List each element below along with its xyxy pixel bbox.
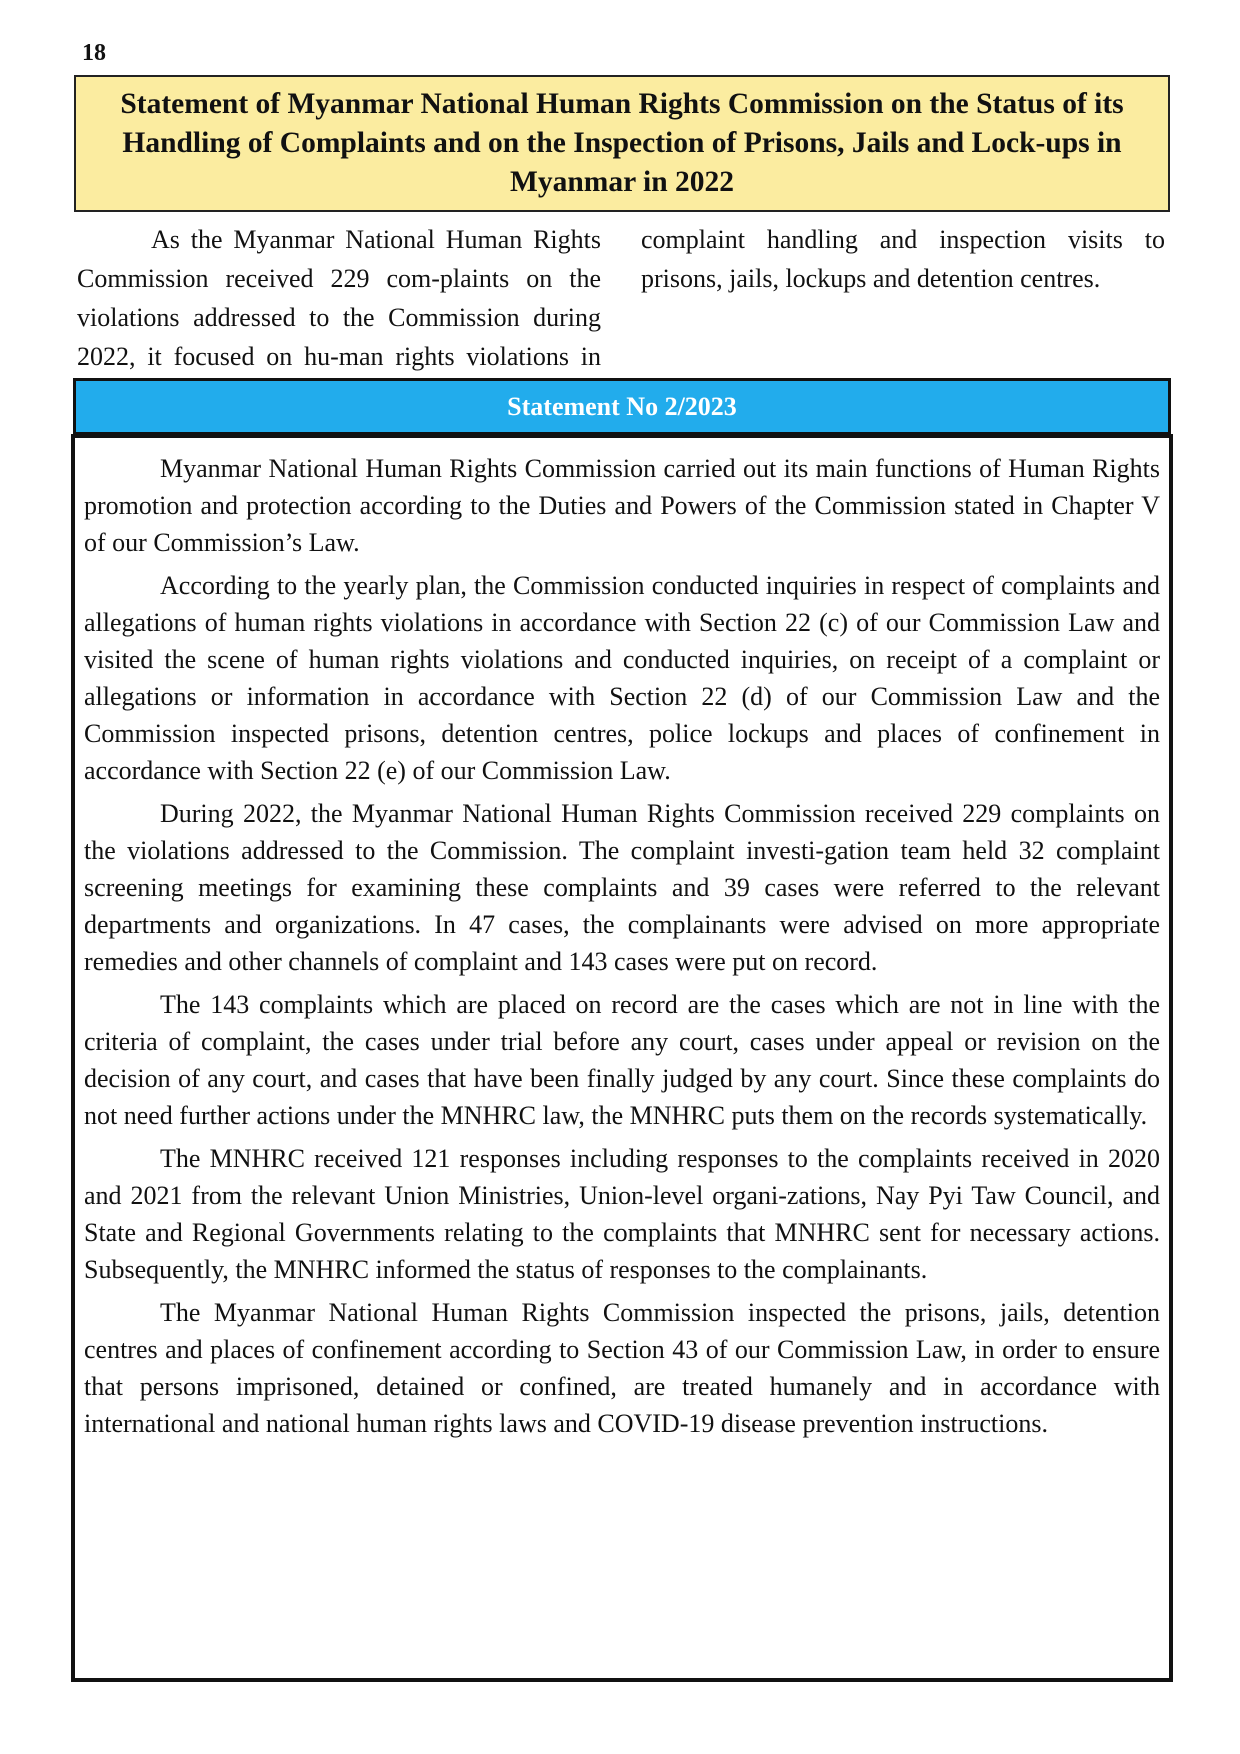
- page-title: Statement of Myanmar National Human Rights Commission on the Status of its Handling of Complaints and on the Inspection of Prisons, Jails and Lock-ups in Myanmar in 2022: [120, 88, 1124, 198]
- statement-paragraph-4: The 143 complaints which are placed on record are the cases which are not in line with the criteria of complaint, the cases under trial before any court, cases under appeal or revision on the decision of any court, and cases that have been finally judged by any court. Since these complaints do not need further actions under the MNHRC law, the MNHRC puts them on the records systematically.: [84, 990, 1160, 1130]
- statement-paragraph-5: The MNHRC received 121 responses including responses to the complaints received in 2020 and 2021 from the relevant Union Ministries, Union-level organi-zations, Nay Pyi Taw Council, and State and Regional Governments relating to the complaints that MNHRC sent for necessary actions. Subsequently, the MNHRC informed the status of responses to the complainants.: [84, 1144, 1160, 1284]
- title-box: [74, 75, 1170, 212]
- statement-heading: Statement No 2/2023: [73, 378, 1171, 435]
- statement-paragraph-2: According to the yearly plan, the Commission conducted inquiries in respect of complaints and allegations of human rights violations in accordance with Section 22 (c) of our Commission Law and visited the scene of human rights violations and conducted inquiries, on receipt of a complaint or allegations or information in accordance with Section 22 (d) of our Commission Law and the Commission inspected prisons, detention centres, police lockups and places of confinement in accordance with Section 22 (e) of our Commission Law.: [84, 571, 1160, 785]
- statement-paragraph-6: The Myanmar National Human Rights Commission inspected the prisons, jails, detention centres and places of confinement according to Section 43 of our Commission Law, in order to ensure that persons imprisoned, detained or confined, are treated humanely and in accordance with international and national human rights laws and COVID-19 disease prevention instructions.: [84, 1298, 1160, 1438]
- statement-body: [71, 434, 1173, 1682]
- intro-paragraph: As the Myanmar National Human Rights Commission received 229 com-plaints on the violations addressed to the Commission during 2022, it focused on hu-man rights violations in complaint handling and inspection visits to prisons, jails, lockups and detention centres.: [77, 225, 1165, 371]
- intro-text: [77, 220, 1165, 376]
- statement-paragraph-1: Myanmar National Human Rights Commission carried out its main functions of Human Rights promotion and protection according to the Duties and Powers of the Commission stated in Chapter V of our Commission’s Law.: [84, 454, 1160, 557]
- page-number: 18: [82, 40, 106, 66]
- statement-paragraph-3: During 2022, the Myanmar National Human Rights Commission received 229 complaints on the violations addressed to the Commission. The complaint investi-gation team held 32 complaint screening meetings for examining these complaints and 39 cases were referred to the relevant departments and organizations. In 47 cases, the complainants were advised on more appropriate remedies and other channels of complaint and 143 cases were put on record.: [84, 799, 1160, 976]
